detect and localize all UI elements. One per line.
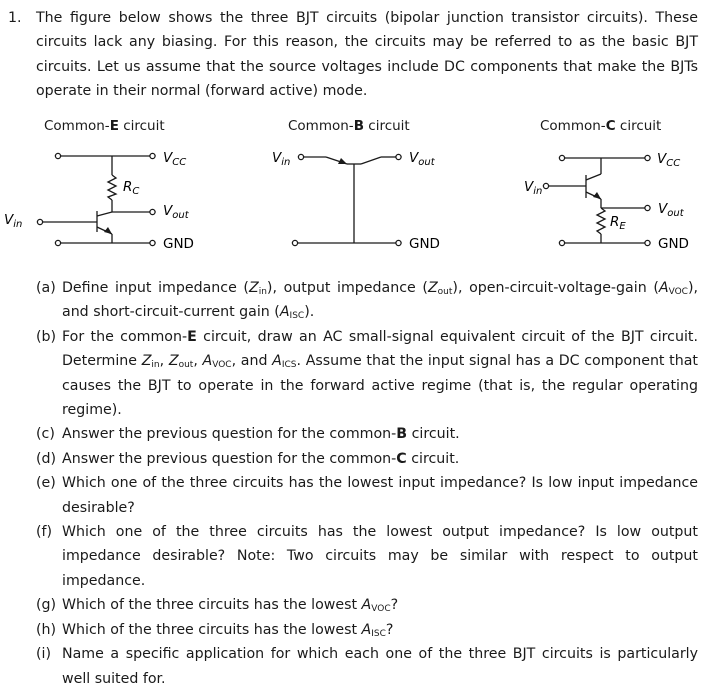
- question-f: (f) Which one of the three circuits has the lowest output impedance? Is low output impedance desirable? Note: Two circuits may be similar with respect to output impedance.: [36, 524, 698, 589]
- ce-circuit: [0, 140, 240, 260]
- cb-vout-label: $V_{out}$: [409, 150, 435, 168]
- cc-vin-label: $V_{in}$: [524, 179, 543, 197]
- question-i: (i) Name a specific application for which each one of the three BJT circuits is particularly well suited for.: [36, 646, 698, 687]
- cb-vin-label: $V_{in}$: [272, 150, 291, 168]
- question-a: (a) Define input impedance $(Z_{in})$, output impedance $(Z_{out})$, open-circuit-voltage-gain $(A_{VOC})$, and short-circuit-current gain $(A_{ISC})$.: [36, 280, 699, 322]
- question-g: (g) Which of the three circuits has the lowest $A_{VOC}$?: [36, 597, 399, 615]
- ce-rc-label: $R_C$: [123, 179, 140, 197]
- cb-gnd-label: GND: [409, 236, 440, 252]
- cc-title: Common-C circuit: [540, 118, 662, 134]
- ce-vin-label: $V_{in}$: [4, 212, 23, 230]
- cc-circuit: [500, 140, 717, 260]
- cc-vcc-label: $V_{CC}$: [657, 151, 681, 169]
- cc-re-label: $R_E$: [610, 214, 626, 232]
- problem-intro-text: The figure below shows the three BJT circuits (bipolar junction transistor circuits). These circuits lack any biasing. For this reason, the circuits may be referred to as the basic BJT circuits. Let us assume that the source voltages include DC components that make the BJTs operate in their normal (forward active) mode.: [36, 10, 698, 100]
- question-e: (e) Which one of the three circuits has the lowest input impedance? Is low input impedance desirable?: [36, 475, 698, 516]
- question-d: (d) Answer the previous question for the common-C circuit.: [36, 450, 460, 467]
- cb-circuit: [240, 140, 470, 260]
- ce-vcc-label: $V_{CC}$: [163, 150, 187, 168]
- question-c: (c) Answer the previous question for the common-B circuit.: [36, 426, 460, 443]
- question-b: (b) For the common-E circuit, draw an AC small-signal equivalent circuit of the BJT circuit. Determine $Z_{in}$, $Z_{out}$, $A_{VOC}$, and $A_{ICS}$. Assume that the input signal has a DC component that causes the BJT to operate in the forward active regime (that is, the regular operating regime).: [36, 328, 698, 419]
- ce-title: Common-E circuit: [44, 118, 165, 134]
- cc-vout-label: $V_{out}$: [658, 201, 684, 219]
- question-list: [36, 276, 698, 691]
- ce-vout-label: $V_{out}$: [163, 203, 189, 221]
- question-h: (h) Which of the three circuits has the lowest $A_{ISC}$?: [36, 621, 394, 639]
- problem-number: 1.: [8, 10, 22, 26]
- cb-title: Common-B circuit: [288, 118, 410, 134]
- cc-gnd-label: GND: [658, 236, 689, 252]
- ce-gnd-label: GND: [163, 236, 194, 252]
- problem-intro: [8, 6, 698, 104]
